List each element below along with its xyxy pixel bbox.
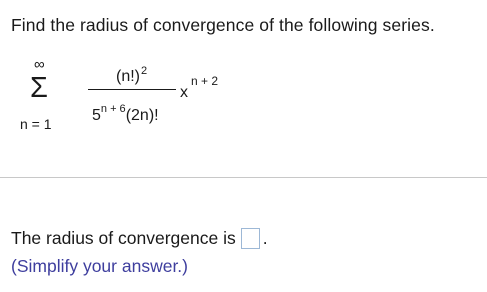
answer-prompt: The radius of convergence is [11,228,236,248]
answer-period: . [262,228,268,248]
fraction-bar [88,89,176,90]
numerator-base: (n!) [116,68,140,85]
answer-hint: (Simplify your answer.) [11,256,188,276]
fraction-denominator [92,104,159,124]
denominator-base: 5 [92,107,101,124]
fraction-numerator [116,66,147,85]
series-variable: x [180,84,188,101]
denominator-exponent: n + 6 [100,103,126,115]
variable-exponent: n + 2 [191,74,219,88]
answer-input-box[interactable] [241,228,260,249]
sum-upper-limit: ∞ [34,56,45,73]
section-divider [0,177,487,178]
numerator-exponent: 2 [141,65,148,77]
sum-lower-limit: n = 1 [20,116,52,132]
answer-row [11,228,268,249]
question-instruction: Find the radius of convergence of the following series. [11,15,435,35]
denominator-factorial: (2n)! [125,107,159,124]
summation-symbol: Σ [30,72,48,104]
